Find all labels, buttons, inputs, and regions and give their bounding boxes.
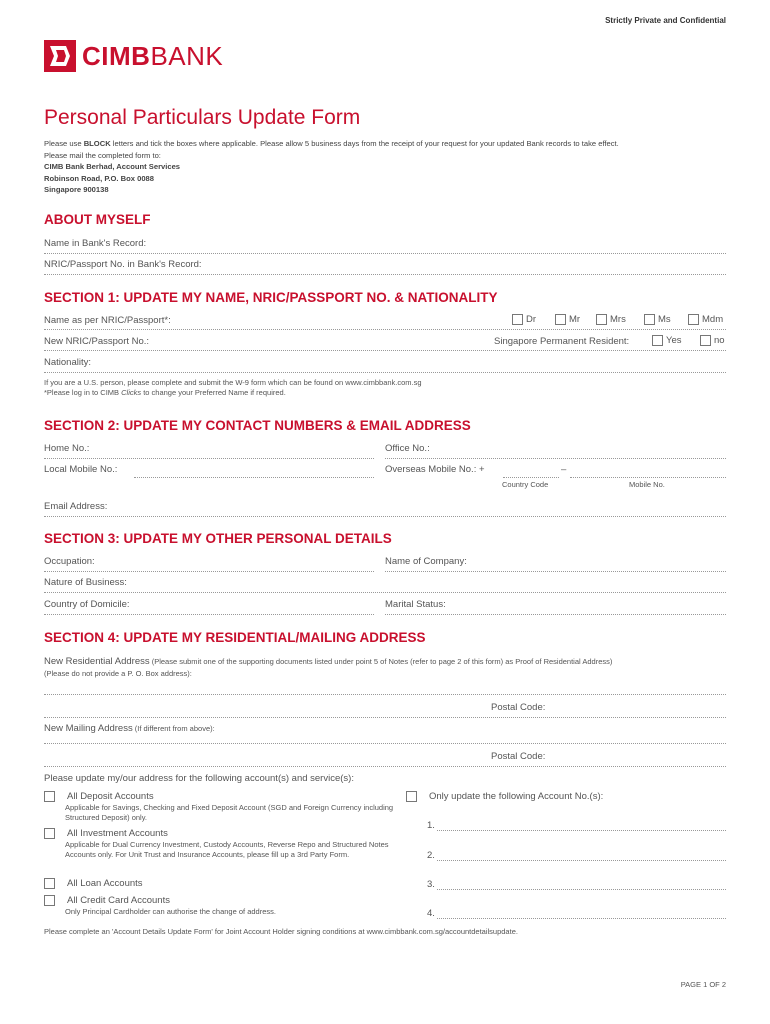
investment-note: Applicable for Dual Currency Investment, Custody Accounts, Reverse Repo and Structured Notes Accounts only. For Unit Trust and Insurance Accounts, please fill up a 3rd Party Form. <box>65 840 389 859</box>
res-postal-label: Postal Code: <box>491 702 546 713</box>
overseas-mobile-label: Overseas Mobile No.: + <box>385 464 485 475</box>
intro-text: Please use BLOCK letters and tick the boxes where applicable. Please allow 5 business days from the receipt of your request for your updated Bank records to take effect. Please mail the completed form to: CIMB Bank Berhad, Account Services Robinson Road, P.O. Box 0088 Singapore 900138 <box>44 139 619 194</box>
page-number: PAGE 1 OF 2 <box>680 980 726 989</box>
account-no-2-label: 2. <box>427 850 435 861</box>
account-no-2-field[interactable] <box>437 860 726 861</box>
bank-record-name-label: Name in Bank's Record: <box>44 238 147 249</box>
credit-card-accounts-checkbox[interactable]: All Credit Card Accounts <box>44 895 170 906</box>
bank-record-nric-label: NRIC/Passport No. in Bank's Record: <box>44 259 202 270</box>
office-no-field[interactable] <box>385 458 726 459</box>
marital-field[interactable] <box>385 614 726 615</box>
company-field[interactable] <box>385 571 726 572</box>
loan-accounts-checkbox[interactable]: All Loan Accounts <box>44 878 143 889</box>
title-mrs-checkbox[interactable]: Mrs <box>596 314 626 325</box>
nature-field[interactable] <box>44 592 726 593</box>
title-ms-checkbox[interactable]: Ms <box>644 314 671 325</box>
occupation-field[interactable] <box>44 571 374 572</box>
bank-record-name-field[interactable] <box>44 253 726 254</box>
title-mdm-checkbox[interactable]: Mdm <box>688 314 723 325</box>
home-no-field[interactable] <box>44 458 374 459</box>
section3-heading: SECTION 3: UPDATE MY OTHER PERSONAL DETAILS <box>44 531 392 546</box>
mailing-label: New Mailing Address (If different from above): <box>44 723 215 734</box>
logo-bold-text: CIMB <box>82 40 151 71</box>
residential-label: New Residential Address (Please submit one of the supporting documents listed under point 5 of Notes (refer to page 2 of this form) as Proof of Residential Address) <box>44 656 613 667</box>
joint-account-note: Please complete an 'Account Details Update Form' for Joint Account Holder signing conditions at www.cimbbank.com.sg/accountdetailsupdate. <box>44 927 518 936</box>
bank-record-nric-field[interactable] <box>44 274 726 275</box>
cimb-logo <box>44 40 223 72</box>
spr-no-checkbox[interactable]: no <box>700 335 725 346</box>
account-no-1-field[interactable] <box>437 830 726 831</box>
account-no-4-label: 4. <box>427 908 435 919</box>
local-mobile-field[interactable] <box>134 477 374 478</box>
mail-postal-label: Postal Code: <box>491 751 546 762</box>
home-no-label: Home No.: <box>44 443 90 454</box>
investment-accounts-checkbox[interactable]: All Investment Accounts <box>44 828 168 839</box>
nationality-field[interactable] <box>44 372 726 373</box>
email-label: Email Address: <box>44 501 108 512</box>
about-heading: ABOUT MYSELF <box>44 212 151 227</box>
nationality-label: Nationality: <box>44 357 91 368</box>
domicile-label: Country of Domicile: <box>44 599 130 610</box>
account-no-3-label: 3. <box>427 879 435 890</box>
nature-label: Nature of Business: <box>44 577 127 588</box>
new-nric-label: New NRIC/Passport No.: <box>44 336 150 347</box>
overseas-mobile-field[interactable] <box>570 477 726 478</box>
logo-light-text: BANK <box>150 40 224 71</box>
new-nric-field[interactable] <box>44 350 726 351</box>
occupation-label: Occupation: <box>44 556 95 567</box>
local-mobile-label: Local Mobile No.: <box>44 464 118 475</box>
residential-line-1[interactable] <box>44 694 726 695</box>
domicile-field[interactable] <box>44 614 374 615</box>
title-mr-checkbox[interactable]: Mr <box>555 314 580 325</box>
residential-line-2[interactable] <box>44 717 726 718</box>
email-field[interactable] <box>44 516 726 517</box>
confidential-label: Strictly Private and Confidential <box>605 16 726 25</box>
mobile-no-caption: Mobile No. <box>629 480 665 489</box>
mailing-line-1[interactable] <box>44 743 726 744</box>
country-code-field[interactable] <box>503 477 559 478</box>
section2-heading: SECTION 2: UPDATE MY CONTACT NUMBERS & EMAIL ADDRESS <box>44 418 471 433</box>
form-title: Personal Particulars Update Form <box>44 106 361 129</box>
mailing-line-2[interactable] <box>44 766 726 767</box>
residential-note: (Please do not provide a P. O. Box address): <box>44 669 192 678</box>
cimb-logo-icon <box>44 40 76 72</box>
title-dr-checkbox[interactable]: Dr <box>512 314 536 325</box>
name-nric-label: Name as per NRIC/Passport*: <box>44 315 171 326</box>
account-no-1-label: 1. <box>427 820 435 831</box>
section4-heading: SECTION 4: UPDATE MY RESIDENTIAL/MAILING ADDRESS <box>44 630 426 645</box>
company-label: Name of Company: <box>385 556 467 567</box>
deposit-note: Applicable for Savings, Checking and Fixed Deposit Account (SGD and Foreign Currency including Structured Deposit) only. <box>65 803 394 822</box>
deposit-accounts-checkbox[interactable]: All Deposit Accounts <box>44 791 154 802</box>
accounts-intro: Please update my/our address for the following account(s) and service(s): <box>44 773 354 784</box>
credit-note: Only Principal Cardholder can authorise the change of address. <box>65 907 276 916</box>
spr-label: Singapore Permanent Resident: <box>494 336 630 347</box>
country-code-caption: Country Code <box>502 480 549 489</box>
spr-yes-checkbox[interactable]: Yes <box>652 335 682 346</box>
account-no-4-field[interactable] <box>437 918 726 919</box>
marital-label: Marital Status: <box>385 599 446 610</box>
section1-heading: SECTION 1: UPDATE MY NAME, NRIC/PASSPORT NO. & NATIONALITY <box>44 290 498 305</box>
account-no-3-field[interactable] <box>437 889 726 890</box>
overseas-dash: – <box>561 464 567 475</box>
us-person-note: If you are a U.S. person, please complete and submit the W-9 form which can be found on www.cimbbank.com.sg <box>44 378 422 387</box>
office-no-label: Office No.: <box>385 443 430 454</box>
preferred-name-note: *Please log in to CIMB Clicks to change your Preferred Name if required. <box>44 388 286 397</box>
only-update-checkbox[interactable]: Only update the following Account No.(s): <box>406 791 603 802</box>
name-nric-field[interactable] <box>44 329 726 330</box>
